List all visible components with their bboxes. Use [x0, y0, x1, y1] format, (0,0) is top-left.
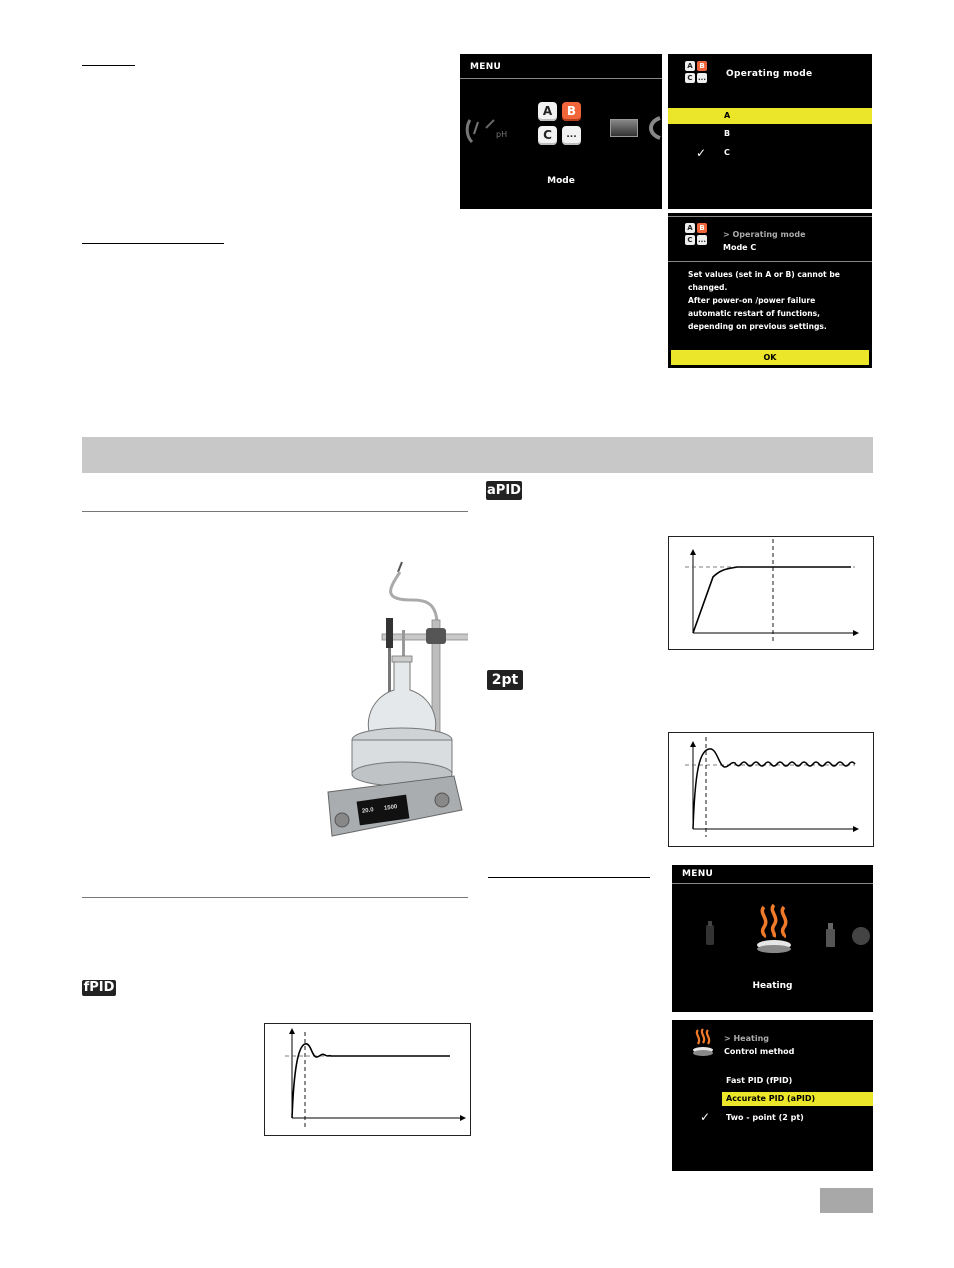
- operating-mode-screen: [668, 54, 872, 209]
- menu-mode-screen: [460, 54, 662, 209]
- mini-tile-b: B: [697, 223, 707, 233]
- message-line-5: depending on previous settings.: [688, 322, 827, 331]
- mini-tile-a: A: [685, 61, 695, 71]
- mini-tile-b: B: [697, 61, 707, 71]
- option-two-point[interactable]: Two - point (2 pt): [726, 1113, 804, 1122]
- probe-icon: [822, 923, 838, 947]
- check-icon: ✓: [700, 1110, 711, 1124]
- breadcrumb: > Operating mode: [723, 230, 806, 239]
- mode-c-info-screen: [668, 213, 872, 368]
- screen-title: Operating mode: [726, 69, 813, 79]
- display-icon: [610, 119, 638, 137]
- option-a[interactable]: A: [668, 108, 872, 124]
- option-c[interactable]: C: [724, 148, 730, 157]
- menu-header: MENU: [682, 869, 714, 879]
- section-bar: [82, 437, 873, 473]
- option-b[interactable]: B: [724, 129, 731, 138]
- two-point-response-graph: [668, 732, 874, 847]
- heading-underline-2: [82, 243, 224, 244]
- heating-icon-small: [692, 1028, 714, 1060]
- message-line-1: Set values (set in A or B) cannot be: [688, 270, 840, 279]
- mode-tile-more[interactable]: ...: [562, 126, 581, 145]
- device-display-right-value: 1500: [383, 804, 398, 812]
- mode-tile-a[interactable]: A: [538, 102, 557, 121]
- message-line-2: changed.: [688, 283, 728, 292]
- screen-subtitle: Control method: [724, 1047, 795, 1056]
- mini-tile-more: ...: [698, 74, 706, 82]
- bottle-icon: [702, 921, 718, 947]
- mode-tile-b[interactable]: B: [562, 102, 581, 121]
- message-line-3: After power-on /power failure: [688, 296, 816, 305]
- two-point-badge: 2pt: [487, 670, 523, 690]
- fpid-response-graph: [264, 1023, 471, 1136]
- fpid-badge: fPID: [83, 980, 115, 995]
- control-method-screen: [672, 1020, 873, 1171]
- ph-label: pH: [496, 130, 508, 139]
- heading-underline-3: [488, 877, 650, 878]
- two-point-curve: [693, 749, 855, 829]
- message-line-4: automatic restart of functions,: [688, 309, 821, 318]
- ok-button[interactable]: OK: [671, 350, 869, 365]
- mini-tile-c: C: [685, 235, 695, 245]
- menu-heating-screen: [672, 865, 873, 1012]
- page-number-box: [820, 1188, 873, 1213]
- heating-waves-icon[interactable]: [754, 903, 794, 955]
- timer-icon: [646, 116, 662, 140]
- device-display-left-value: 20.0: [361, 807, 375, 815]
- apid-badge: aPID: [487, 483, 521, 498]
- timer-icon: [850, 925, 872, 947]
- menu-caption: Heating: [752, 981, 793, 991]
- mini-tile-more: ...: [698, 236, 706, 244]
- option-fast-pid[interactable]: Fast PID (fPID): [726, 1076, 793, 1085]
- screen-subtitle: Mode C: [723, 243, 757, 252]
- mini-tile-a: A: [685, 223, 695, 233]
- subsection-rule-2: [82, 897, 468, 898]
- breadcrumb: > Heating: [724, 1034, 769, 1043]
- mini-tile-c: C: [685, 73, 695, 83]
- subsection-rule-1: [82, 511, 468, 512]
- menu-caption: Mode: [547, 176, 575, 186]
- menu-header: MENU: [470, 62, 502, 72]
- apid-response-graph: [668, 536, 874, 650]
- heading-underline-1: [82, 65, 135, 66]
- option-accurate-pid[interactable]: Accurate PID (aPID): [722, 1092, 873, 1106]
- check-icon: ✓: [696, 146, 707, 160]
- mode-tile-c[interactable]: C: [538, 126, 557, 145]
